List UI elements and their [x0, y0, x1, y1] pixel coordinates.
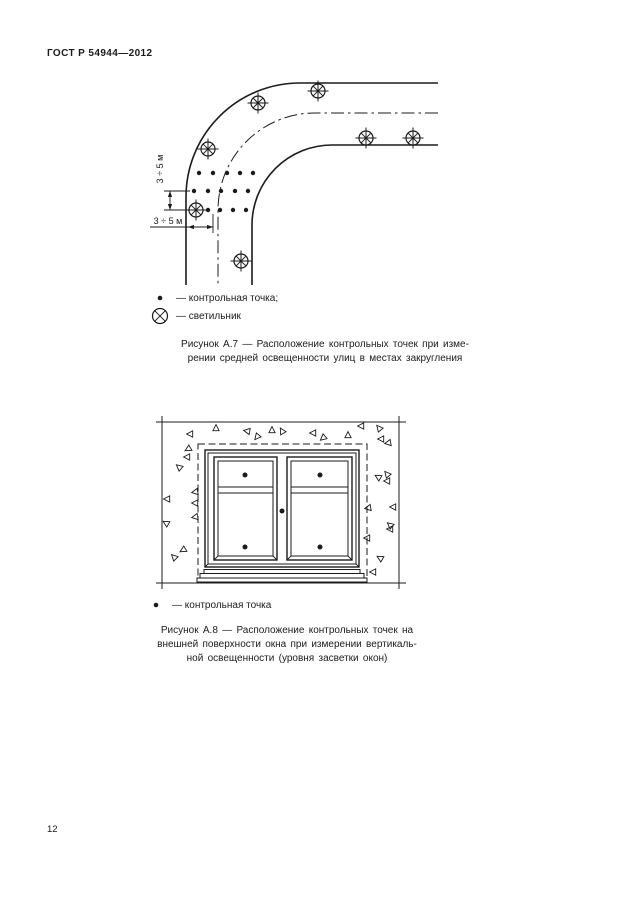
luminaire-icon [231, 251, 252, 272]
page-number: 12 [47, 824, 58, 835]
control-point [243, 545, 248, 550]
control-point-dot-icon [150, 290, 170, 306]
legend-item-control-point [146, 597, 271, 613]
legend-item-control-point [150, 290, 278, 306]
legend-item-luminaire [150, 308, 278, 324]
figure-a7-caption [157, 338, 493, 366]
control-point [244, 208, 248, 212]
figure-a7-legend [150, 290, 278, 324]
control-point-dot-icon [146, 597, 166, 613]
road-center-line [218, 113, 438, 285]
figure-a8-legend [146, 597, 271, 613]
caption-line: внешней поверхности окна при измерении вертикаль- [157, 639, 417, 650]
legend-item-label: — светильник [176, 310, 241, 322]
window-sill [197, 570, 367, 583]
luminaire-icon [186, 200, 207, 221]
caption-line: Рисунок А.7 — Расположение контрольных точек при изме- [181, 339, 469, 350]
control-point [233, 189, 237, 193]
figure-a8-caption [136, 624, 438, 666]
control-point [218, 208, 222, 212]
figure-a7-drawing [148, 75, 440, 290]
control-point [231, 208, 235, 212]
dimensions [150, 155, 213, 233]
control-point [238, 171, 242, 175]
control-point [219, 189, 223, 193]
control-point [246, 189, 250, 193]
control-point [251, 171, 255, 175]
control-point [192, 189, 196, 193]
control-point [197, 171, 201, 175]
legend-item-label: — контрольная точка [172, 599, 272, 611]
control-point [318, 473, 323, 478]
dim-horizontal-label: 3 ÷ 5 м [153, 216, 183, 226]
legend-item-label: — контрольная точка; [176, 292, 279, 304]
road-inner-edge [252, 145, 438, 285]
road-edges [186, 83, 438, 285]
document-header: ГОСТ Р 54944—2012 [47, 48, 153, 59]
control-point [211, 171, 215, 175]
control-point [206, 189, 210, 193]
luminaire-circle-x-icon [150, 307, 170, 325]
caption-line: Рисунок А.8 — Расположение контрольных точек на [160, 625, 414, 636]
dim-vertical-label: 3 ÷ 5 м [155, 154, 165, 184]
control-point [225, 171, 229, 175]
luminaire-icon [248, 93, 269, 114]
caption-line: рении средней освещенности улиц в местах закругления [187, 353, 463, 364]
control-point [243, 473, 248, 478]
caption-line: ной освещенности (уровня засветки окон) [186, 653, 388, 664]
luminaires [186, 81, 424, 272]
control-point [280, 509, 285, 514]
figure-a8-drawing [150, 415, 412, 597]
control-point [318, 545, 323, 550]
